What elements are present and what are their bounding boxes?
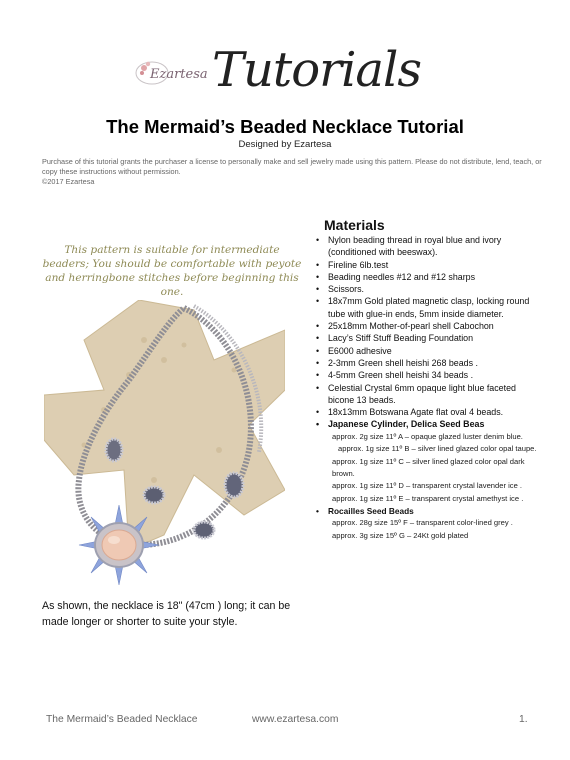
list-item: • Scissors. [316, 283, 542, 295]
list-item: • 25x18mm Mother-of-pearl shell Cabochon [316, 320, 542, 332]
footer-website: www.ezartesa.com [252, 714, 339, 725]
materials-list [316, 234, 542, 542]
skill-level-note: This pattern is suitable for intermediate beaders; You should be comfortable with peyote and herringbone stitches before beginning this one. [42, 244, 302, 298]
agate-bead [144, 487, 164, 503]
page-number: 1. [519, 714, 528, 725]
list-item: • 4-5mm Green shell heishi 34 beads . [316, 369, 542, 381]
list-item: • E6000 adhesive [316, 345, 542, 357]
materials-heading: Materials [324, 217, 385, 233]
necklace-photo [44, 300, 285, 590]
list-item: • Celestial Crystal 6mm opaque light blue faceted bicone 13 beads. [316, 382, 542, 407]
agate-bead [106, 439, 122, 461]
list-item: • Fireline 6lb.test [316, 259, 542, 271]
list-item-delica-header: • Japanese Cylinder, Delica Seed Beas [316, 418, 542, 430]
copyright-text: ©2017 Ezartesa [42, 177, 95, 186]
delica-item: approx. 1g size 11º B – silver lined glazed color opal taupe. [338, 444, 537, 454]
delica-item: approx. 2g size 11º A – opaque glazed luster denim blue. [332, 431, 523, 441]
logo-title: Tutorials [212, 42, 422, 98]
agate-bead [194, 522, 214, 538]
logo [128, 40, 422, 110]
cabochon-centerpiece [79, 505, 159, 585]
rocailles-item: approx. 3g size 15º G – 24Kt gold plated [332, 530, 469, 540]
delica-item: approx. 1g size 11º C – silver lined glazed color opal dark brown. [332, 456, 525, 478]
license-text: Purchase of this tutorial grants the purchaser a license to personally make and sell jewelry made using this pattern. Please do not distribute, lend, teach, or copy these instructions without permission. [42, 157, 542, 176]
designer-credit: Designed by Ezartesa [238, 139, 332, 150]
necklace-caption: As shown, the necklace is 18" (47cm ) long; it can be made longer or shorter to suite your style. [42, 600, 291, 628]
page-title: The Mermaid’s Beaded Necklace Tutorial [106, 116, 464, 137]
list-item: • 18x13mm Botswana Agate flat oval 4 beads. [316, 406, 542, 418]
list-item: • 18x7mm Gold plated magnetic clasp, locking round tube with glue-in ends, 5mm inside diameter. [316, 295, 542, 320]
list-item: • Nylon beading thread in royal blue and ivory (conditioned with beeswax). [316, 234, 542, 259]
agate-bead [225, 473, 243, 497]
license-notice [42, 157, 542, 187]
list-item: • Lacy’s Stiff Stuff Beading Foundation [316, 332, 542, 344]
rocailles-item: approx. 28g size 15º F – transparent color-lined grey . [332, 518, 513, 528]
list-item: • Beading needles #12 and #12 sharps [316, 271, 542, 283]
list-item: • 2-3mm Green shell heishi 268 beads . [316, 357, 542, 369]
list-item-rocailles-header: • Rocailles Seed Beads [316, 505, 542, 517]
logo-brand: Ezartesa [150, 67, 208, 82]
footer-title: The Mermaid’s Beaded Necklace [46, 714, 198, 725]
delica-item: approx. 1g size 11º D – transparent crystal lavender ice . [332, 481, 523, 491]
delica-item: approx. 1g size 11º E – transparent crystal amethyst ice . [332, 493, 524, 503]
